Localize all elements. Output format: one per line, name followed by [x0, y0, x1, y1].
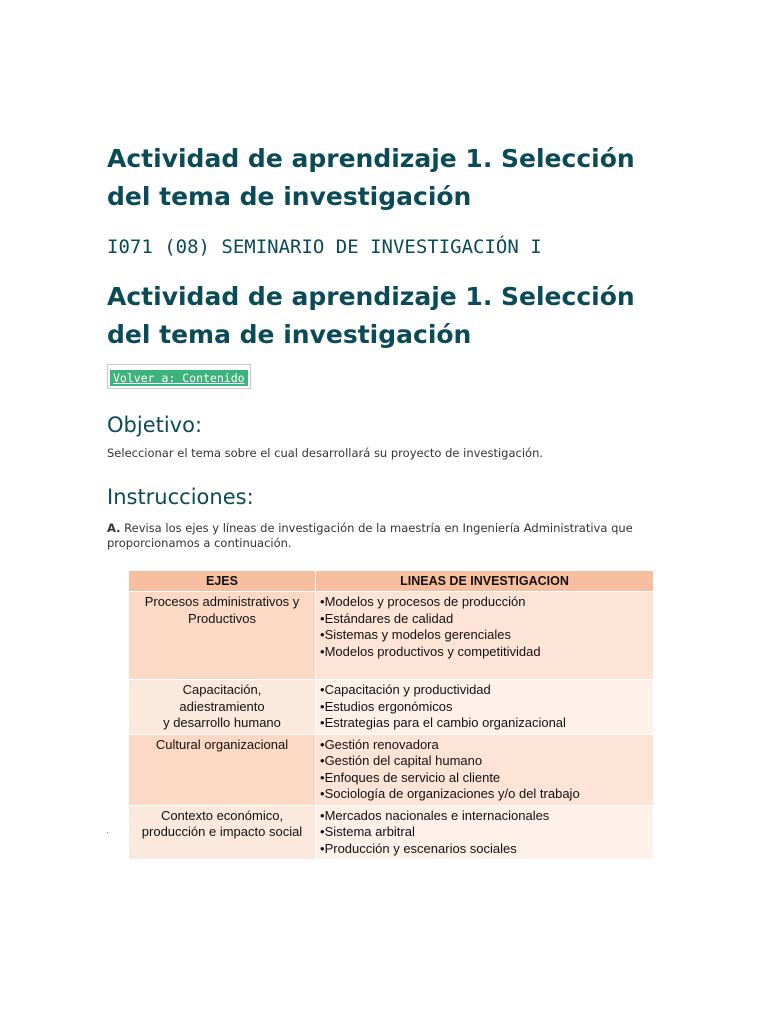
- eje-cell: [129, 805, 316, 860]
- linea-item: • Mercados nacionales e internacionales: [320, 808, 649, 825]
- eje-line: producción e impacto social: [141, 824, 303, 839]
- linea-item: • Gestión renovadora: [320, 737, 649, 754]
- linea-item: • Capacitación y productividad: [320, 682, 649, 699]
- eje-cell: [129, 734, 316, 805]
- objective-heading: Objetivo:: [107, 413, 203, 437]
- eje-line: Productivos: [188, 610, 256, 626]
- back-link-container: [107, 364, 251, 389]
- table-row: [129, 680, 654, 735]
- instruction-body: Revisa los ejes y líneas de investigación de la maestría en Ingeniería Administrativa que proporcionamos a continuación.: [107, 521, 633, 550]
- linea-item: • Gestión del capital humano: [320, 753, 649, 770]
- lineas-cell: [316, 592, 654, 680]
- eje-line: Procesos administrativos y: [144, 594, 300, 609]
- linea-item: • Producción y escenarios sociales: [320, 841, 649, 858]
- table-row: [129, 734, 654, 805]
- linea-item: • Sistema arbitral: [320, 824, 649, 841]
- page-title: Actividad de aprendizaje 1. Selección del tema de investigación: [107, 144, 635, 211]
- eje-line: adiestramiento: [179, 698, 265, 714]
- objective-text: Seleccionar el tema sobre el cual desarrollará su proyecto de investigación.: [107, 446, 544, 460]
- eje-line: Capacitación,: [182, 682, 262, 697]
- eje-cell: [129, 592, 316, 680]
- course-code: I071 (08) SEMINARIO DE INVESTIGACIÓN I: [107, 236, 542, 258]
- lineas-cell: [316, 680, 654, 735]
- linea-item: • Modelos y procesos de producción: [320, 594, 649, 611]
- instructions-heading: Instrucciones:: [107, 485, 254, 509]
- linea-item: • Estudios ergonómicos: [320, 699, 649, 716]
- document-page: [107, 140, 667, 551]
- back-to-contents-link[interactable]: Volver a: Contenido: [110, 370, 248, 386]
- table-header-row: [129, 571, 654, 592]
- linea-item: • Estándares de calidad: [320, 611, 649, 628]
- column-header-ejes: EJES: [129, 571, 316, 592]
- eje-line: Contexto económico,: [160, 807, 284, 823]
- eje-cell: [129, 680, 316, 735]
- research-lines-table: [128, 570, 654, 860]
- instruction-label: A.: [107, 521, 121, 535]
- lineas-cell: [316, 805, 654, 860]
- activity-title: Actividad de aprendizaje 1. Selección del tema de investigación: [107, 282, 635, 349]
- eje-line: y desarrollo humano: [163, 715, 281, 730]
- lineas-cell: [316, 734, 654, 805]
- table-row: [129, 805, 654, 860]
- eje-line: Cultural organizacional: [155, 736, 289, 752]
- linea-item: • Sociología de organizaciones y/o del trabajo: [320, 786, 649, 803]
- column-header-lineas: LINEAS DE INVESTIGACION: [316, 571, 654, 592]
- instructions-text: [107, 521, 667, 551]
- linea-item: • Modelos productivos y competitividad: [320, 644, 649, 661]
- table-row: [129, 592, 654, 680]
- linea-item: • Enfoques de servicio al cliente: [320, 770, 649, 787]
- trailing-mark: .: [106, 826, 109, 835]
- linea-item: • Sistemas y modelos gerenciales: [320, 627, 649, 644]
- linea-item: • Estrategias para el cambio organizacional: [320, 715, 649, 732]
